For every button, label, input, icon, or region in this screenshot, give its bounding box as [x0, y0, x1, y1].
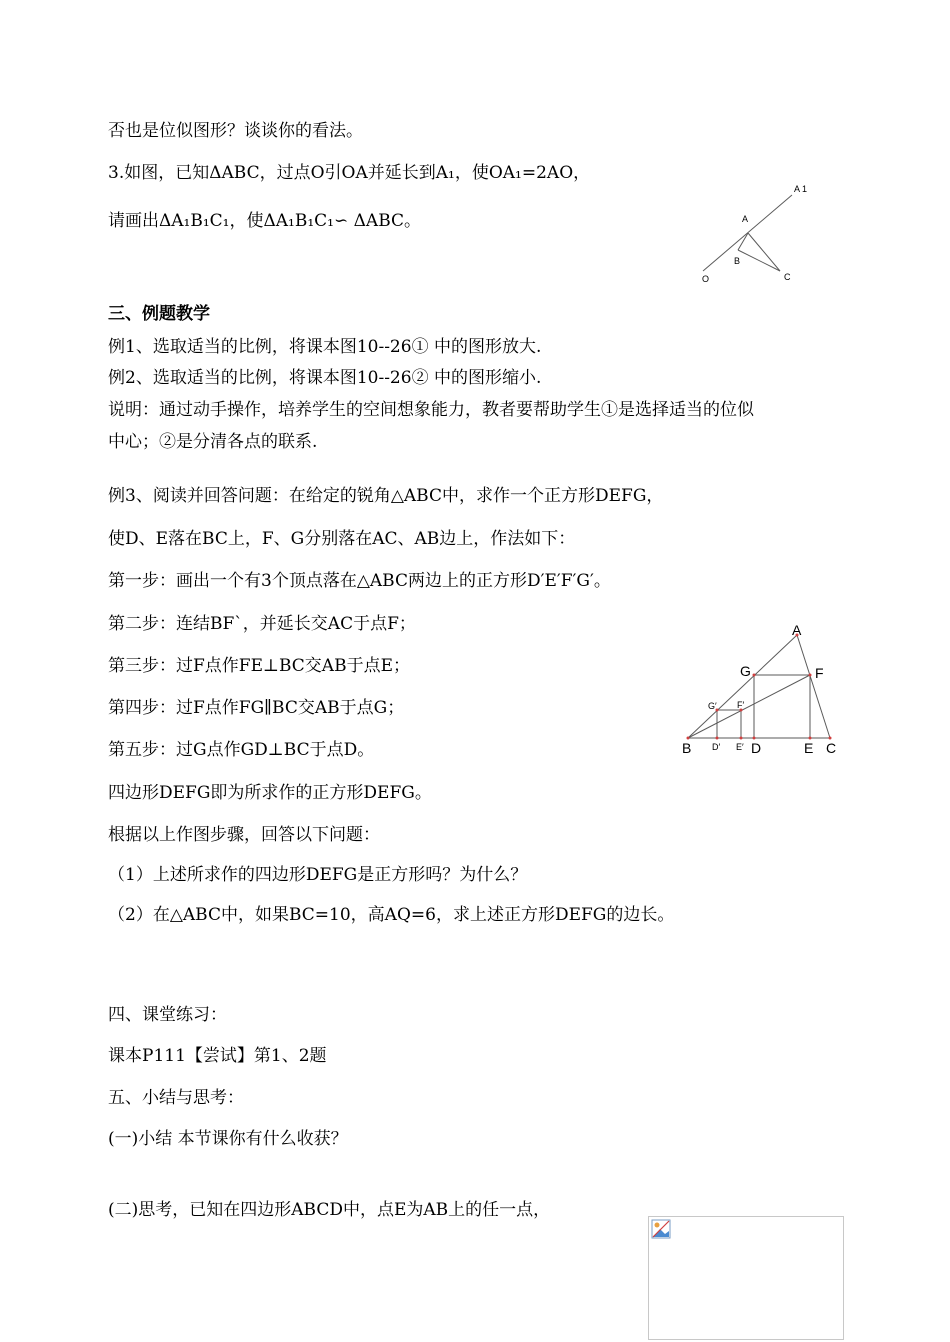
label-d-prime: D′ [712, 742, 721, 752]
example-1: 例1、选取适当的比例，将课本图10--26① 中的图形放大. [108, 337, 542, 357]
questions-intro: 根据以上作图步骤，回答以下问题： [108, 825, 380, 845]
label-b: B [682, 740, 692, 756]
figure-homothety-abc [690, 178, 820, 288]
thinking-text: (二)思考，已知在四边形ABCD中，点E为AB上的任一点， [108, 1200, 551, 1220]
label-a: A [742, 214, 749, 224]
label-g-prime: G′ [708, 701, 717, 711]
practice-text: 课本P111【尝试】第1、2题 [108, 1046, 327, 1066]
label-a1: A 1 [794, 184, 808, 194]
side-ab [688, 635, 797, 738]
section-heading-practice: 四、课堂练习： [108, 1005, 227, 1025]
figure-inscribed-square [680, 620, 850, 760]
question-1: （1）上述所求作的四边形DEFG是正方形吗？为什么？ [108, 865, 528, 885]
side-ac [797, 635, 830, 738]
label-d: D [751, 740, 762, 756]
example-3-line-1: 例3、阅读并回答问题：在给定的锐角△ABC中，求作一个正方形DEFG， [108, 486, 664, 506]
step-4: 第四步：过F点作FG∥BC交AB于点G； [108, 698, 405, 718]
step-2: 第二步：连结BF`，并延长交AC于点F； [108, 614, 416, 634]
label-e: E [804, 740, 814, 756]
example-2: 例2、选取适当的比例，将课本图10--26② 中的图形缩小. [108, 368, 542, 388]
step-3: 第三步：过F点作FE⊥BC交AB于点E； [108, 656, 410, 676]
text-line-continuation: 否也是位似图形？谈谈你的看法。 [108, 121, 363, 141]
label-b: B [734, 256, 741, 266]
summary-text: (一)小结 本节课你有什么收获？ [108, 1129, 348, 1149]
explanation-line-2: 中心；②是分清各点的联系. [108, 432, 318, 452]
section-heading-examples: 三、例题教学 [108, 304, 210, 324]
explanation-line-1: 说明：通过动手操作，培养学生的空间想象能力，教者要帮助学生①是选择适当的位似 [108, 400, 754, 420]
label-e-prime: E′ [736, 742, 744, 752]
label-c: C [784, 272, 791, 282]
segment-bc [738, 250, 780, 271]
label-o: O [702, 274, 710, 284]
image-placeholder [648, 1216, 844, 1340]
step-1: 第一步：画出一个有3个顶点落在△ABC两边上的正方形D′E′F′G′。 [108, 571, 611, 591]
label-f-prime: F′ [737, 700, 745, 710]
problem-3-line-2: 请画出ΔA₁B₁C₁，使ΔA₁B₁C₁∽ ΔABC。 [108, 211, 422, 231]
square-defg [754, 675, 810, 738]
segment-ab [738, 233, 748, 250]
problem-3-line-1: 3.如图，已知ΔABC，过点O引OA并延长到A₁，使OA₁=2AO， [108, 163, 591, 183]
label-c: C [826, 740, 837, 756]
label-g: G [740, 663, 751, 679]
broken-image-icon [651, 1219, 671, 1239]
construction-conclusion: 四边形DEFG即为所求作的正方形DEFG。 [108, 783, 432, 803]
small-square-dpepfpgp [717, 710, 741, 738]
label-f: F [815, 665, 824, 681]
example-3-line-2: 使D、E落在BC上，F、G分别落在AC、AB边上，作法如下： [108, 529, 576, 549]
segment-ac [748, 233, 780, 271]
section-heading-summary: 五、小结与思考： [108, 1088, 244, 1108]
question-2: （2）在△ABC中，如果BC=10，高AQ=6，求上述正方形DEFG的边长。 [108, 905, 675, 925]
line-b-f [688, 675, 810, 738]
label-a: A [792, 622, 802, 638]
step-5: 第五步：过G点作GD⊥BC于点D。 [108, 740, 375, 760]
